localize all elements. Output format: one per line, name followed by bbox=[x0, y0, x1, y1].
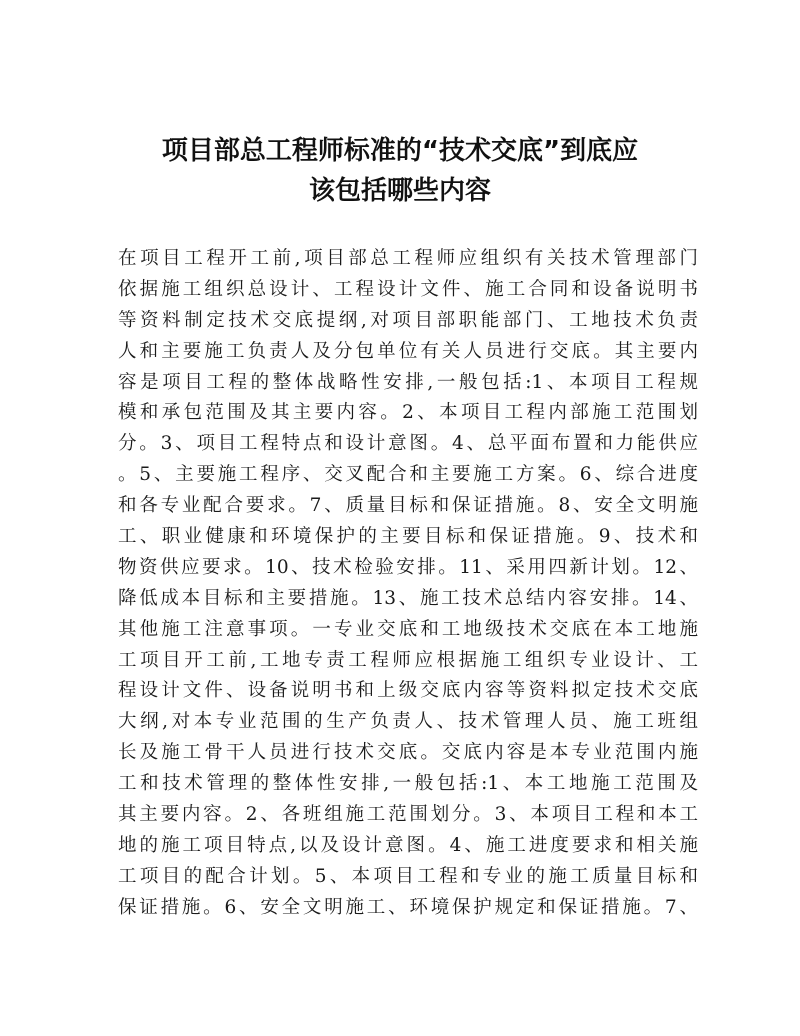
body-line: 工、职业健康和环境保护的主要目标和保证措施。9、技术和 bbox=[118, 526, 698, 548]
title-line-2: 该包括哪些内容 bbox=[308, 176, 491, 206]
body-line: 依据施工组织总设计、工程设计文件、施工合同和设备说明书 bbox=[118, 278, 698, 300]
body-line: 程设计文件、设备说明书和上级交底内容等资料拟定技术交底 bbox=[118, 680, 698, 702]
body-line: 容是项目工程的整体战略性安排,一般包括:1、本项目工程规 bbox=[118, 371, 698, 393]
body-line: 分。3、项目工程特点和设计意图。4、总平面布置和力能供应 bbox=[118, 433, 698, 455]
body-line: 人和主要施工负责人及分包单位有关人员进行交底。其主要内 bbox=[118, 340, 698, 362]
body-line: 工项目开工前,工地专责工程师应根据施工组织专业设计、工 bbox=[118, 649, 698, 671]
body-line: 其主要内容。2、各班组施工范围划分。3、本项目工程和本工 bbox=[118, 804, 698, 826]
body-line: 降低成本目标和主要措施。13、施工技术总结内容安排。14、 bbox=[118, 587, 698, 609]
body-line: 工项目的配合计划。5、本项目工程和专业的施工质量目标和 bbox=[118, 865, 698, 887]
body-line: 等资料制定技术交底提纲,对项目部职能部门、工地技术负责 bbox=[118, 309, 698, 331]
document-body bbox=[118, 244, 698, 924]
body-line: 地的施工项目特点,以及设计意图。4、施工进度要求和相关施 bbox=[118, 834, 698, 856]
body-line: 和各专业配合要求。7、质量目标和保证措施。8、安全文明施 bbox=[118, 495, 698, 517]
body-line: 其他施工注意事项。一专业交底和工地级技术交底在本工地施 bbox=[118, 618, 698, 640]
document-title bbox=[100, 131, 700, 211]
body-line: 。5、主要施工程序、交叉配合和主要施工方案。6、综合进度 bbox=[118, 464, 698, 486]
body-line: 长及施工骨干人员进行技术交底。交底内容是本专业范围内施 bbox=[118, 742, 698, 764]
body-line: 保证措施。6、安全文明施工、环境保护规定和保证措施。7、 bbox=[118, 896, 698, 918]
title-line-1: 项目部总工程师标准的“技术交底”到底应 bbox=[161, 136, 639, 166]
body-line: 在项目工程开工前,项目部总工程师应组织有关技术管理部门 bbox=[118, 248, 698, 269]
body-line: 大纲,对本专业范围的生产负责人、技术管理人员、施工班组 bbox=[118, 711, 698, 733]
body-line: 物资供应要求。10、技术检验安排。11、采用四新计划。12、 bbox=[118, 556, 698, 578]
body-line: 模和承包范围及其主要内容。2、本项目工程内部施工范围划 bbox=[118, 402, 698, 424]
body-line: 工和技术管理的整体性安排,一般包括:1、本工地施工范围及 bbox=[118, 773, 698, 795]
